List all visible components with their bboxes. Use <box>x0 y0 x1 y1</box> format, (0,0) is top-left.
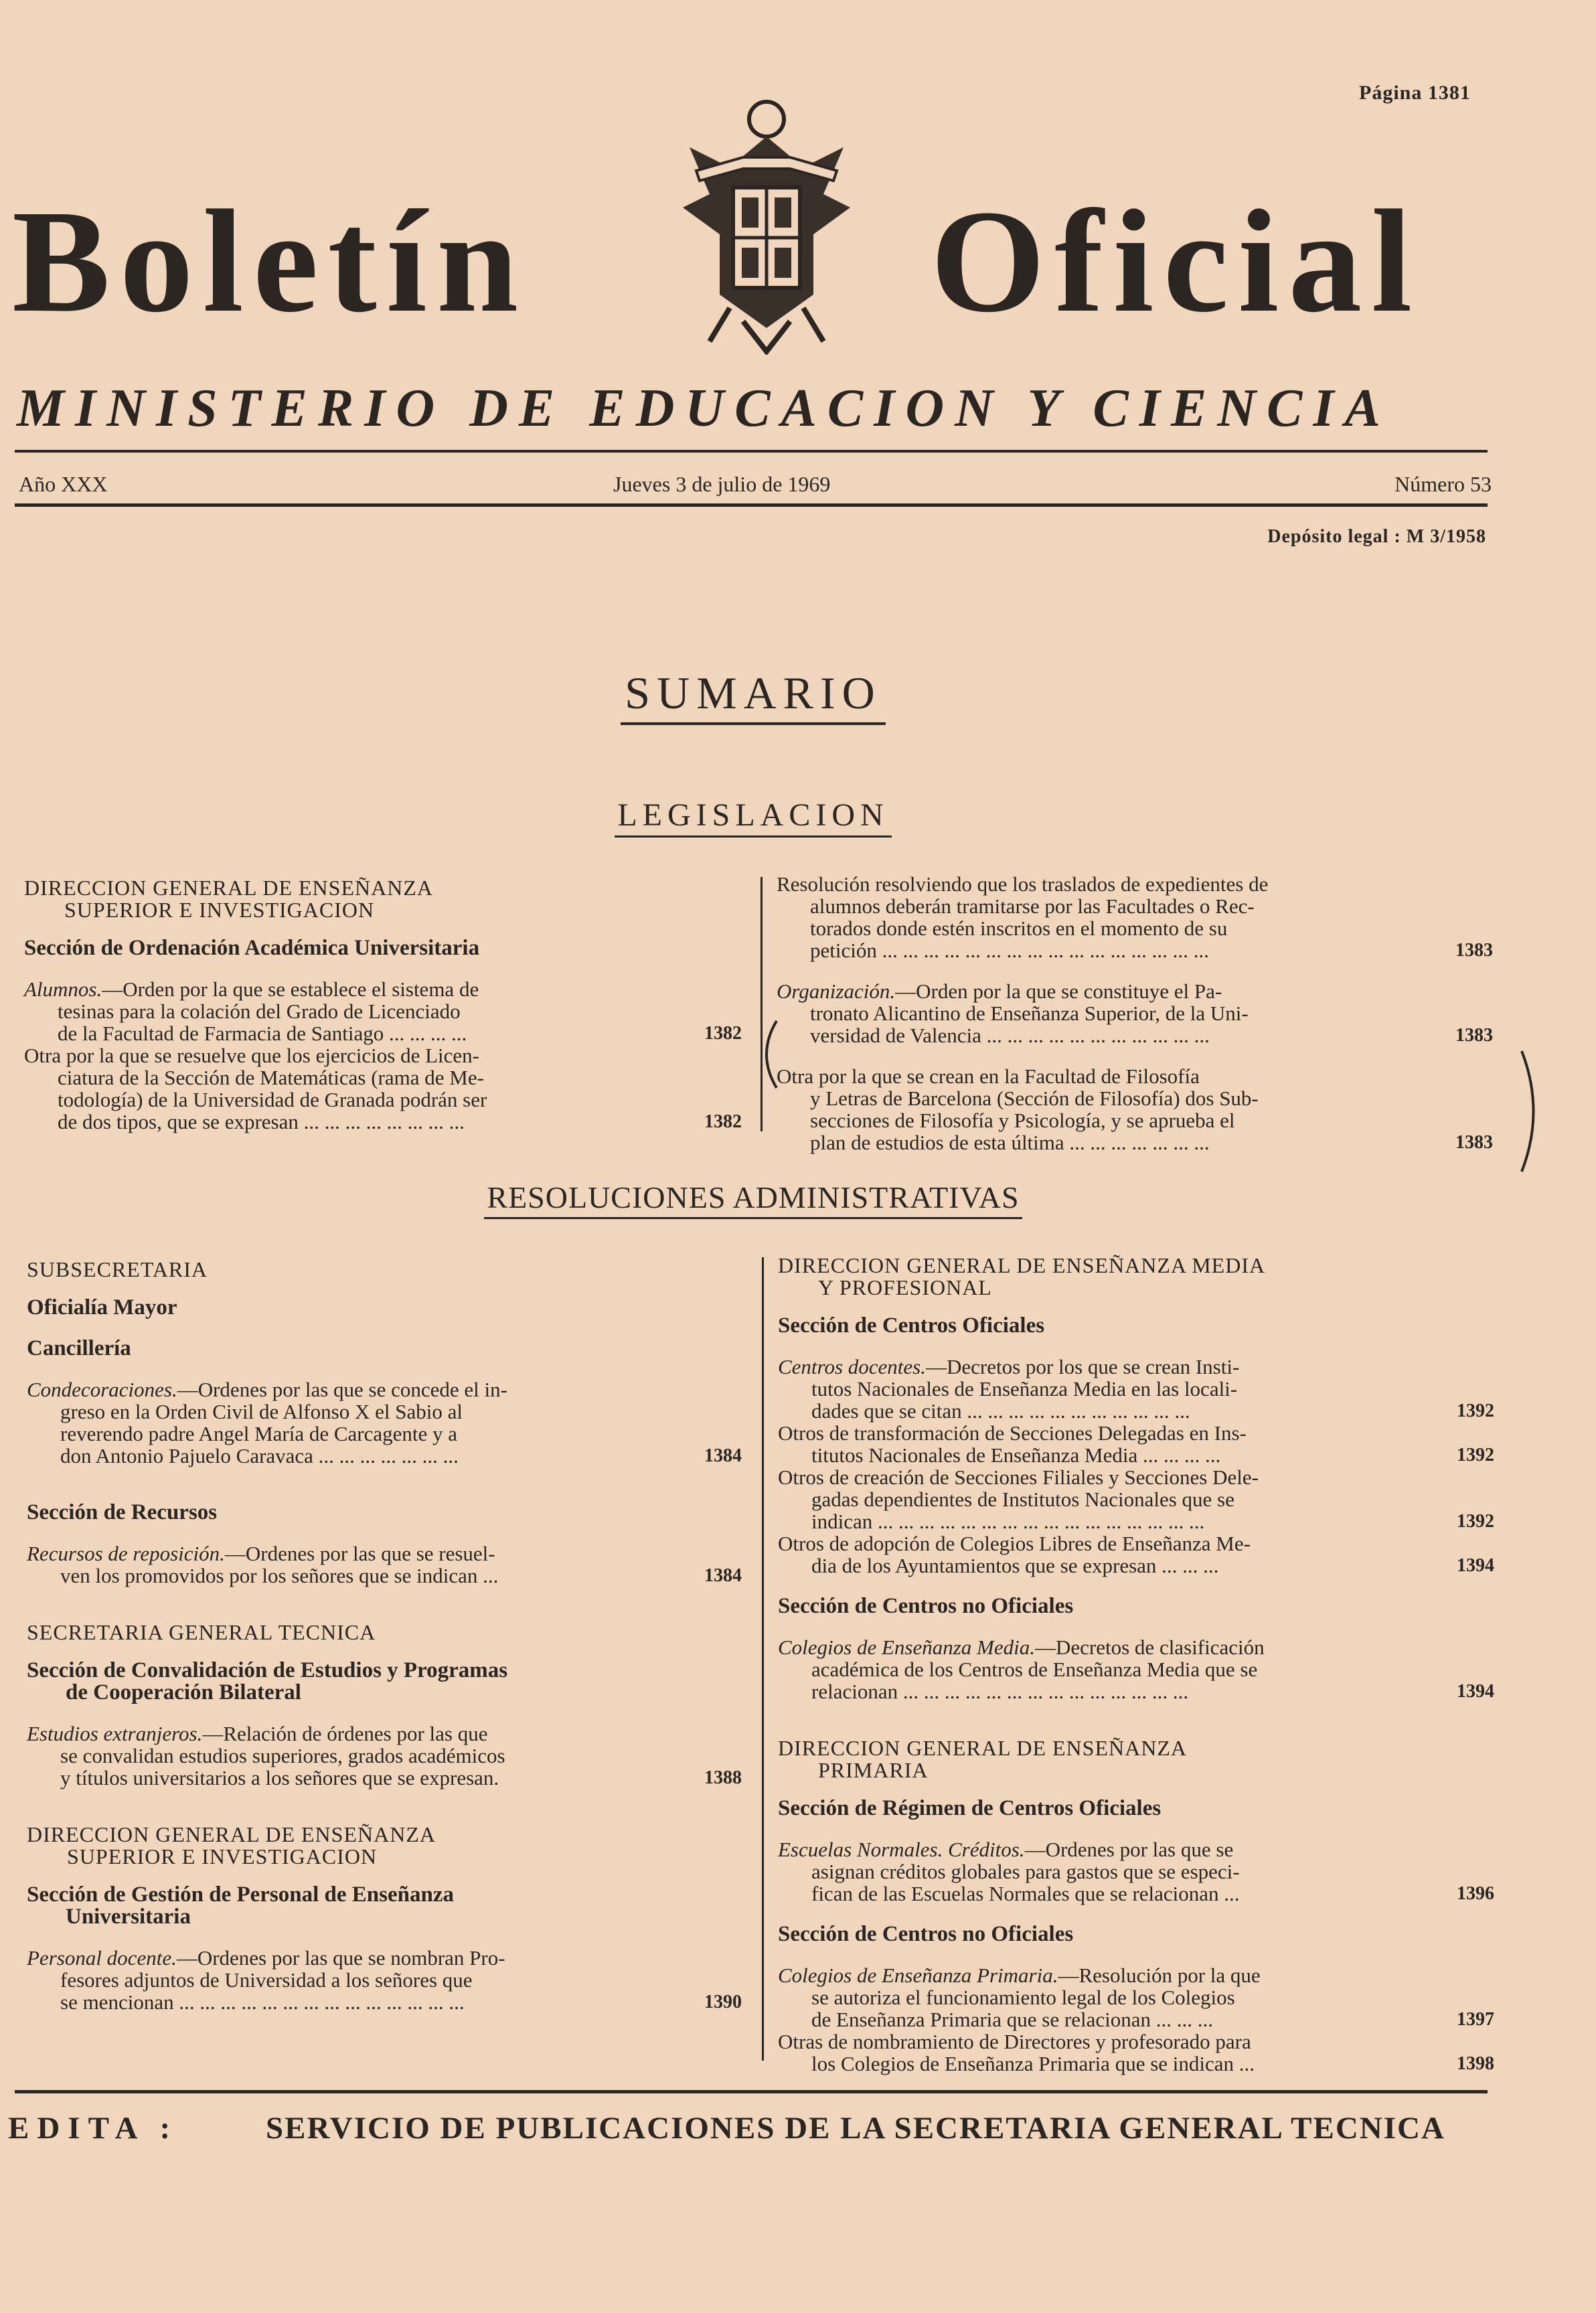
summary-entry: Escuelas Normales. Créditos.—Ordenes por las que se asignan créditos globales para gastos que se especi- fican de las Escuelas Normales que se relacionan ... 1396 <box>778 1838 1494 1905</box>
title-word-oficial: Oficial <box>931 179 1422 343</box>
summary-entry: Otros de adopción de Colegios Libres de Enseñanza Me- dia de los Ayuntamientos que se expresan ... ... ... 1394 <box>778 1532 1494 1577</box>
section-heading: Sección de Gestión de Personal de Enseñanza Universitaria <box>27 1883 455 1929</box>
entry-page-number: 1383 <box>1455 940 1493 961</box>
issue-number: Número 53 <box>1394 472 1492 496</box>
section-heading: Cancillería <box>27 1336 131 1360</box>
coat-of-arms-emblem <box>669 94 864 355</box>
sumario-heading: SUMARIO <box>0 667 1506 720</box>
resoluciones-left-column <box>27 1259 742 2013</box>
summary-entry: Personal docente.—Ordenes por las que se nombran Pro- fesores adjuntos de Universidad a los señores que se mencionan ... ... ... ... ... ... ... ... ... ... ... ... ... ... 1390 <box>27 1946 742 2014</box>
footer-rule <box>15 2090 1488 2093</box>
section-heading: Oficialía Mayor <box>27 1295 177 1320</box>
summary-entry: Estudios extranjeros.—Relación de órdenes por las que se convalidan estudios superiores, grados académicos y títulos universitarios a los señores que se expresan. 1388 <box>27 1722 742 1789</box>
direction-heading: SECRETARIA GENERAL TECNICA <box>27 1620 376 1644</box>
entry-page-number: 1382 <box>704 1111 742 1132</box>
summary-entry: Centros docentes.—Decretos por los que se crean Insti- tutos Nacionales de Enseñanza Media en las locali- dades que se citan ... ... ... ... ... ... ... ... ... ... ... 1392 <box>778 1355 1494 1423</box>
entry-page-number: 1397 <box>1457 2009 1494 2030</box>
entry-page-number: 1394 <box>1457 1555 1494 1576</box>
legislacion-right-column <box>777 873 1493 1153</box>
entry-page-number: 1388 <box>704 1767 742 1788</box>
summary-entry: Alumnos.—Orden por la que se establece el sistema de tesinas para la colación del Grado de Licenciado de la Facultad de Farmacia de Santiago ... ... ... ... 1382 <box>24 977 742 1045</box>
legal-deposit: Depósito legal : M 3/1958 <box>1267 526 1486 547</box>
section-heading: Sección de Convalidación de Estudios y Programas de Cooperación Bilateral <box>27 1658 508 1704</box>
summary-entry: Colegios de Enseñanza Media.—Decretos de clasificación académica de los Centros de Enseñanza Media que se relacionan ... ... ... ... ... ... ... ... ... ... ... ... ... ... 1394 <box>778 1636 1494 1703</box>
summary-entry: Otra por la que se resuelve que los ejercicios de Licen- ciatura de la Sección de Matemáticas (rama de Me- todología) de la Universidad de Granada podrán ser de dos tipos, que se expresan ... ... ... ... ... ... ... ... 1382 <box>24 1044 742 1133</box>
summary-entry: Recursos de reposición.—Ordenes por las que se resuel- ven los promovidos por los señores que se indican ... 1384 <box>27 1542 742 1587</box>
handwritten-bracket-mark <box>1518 1048 1545 1175</box>
handwritten-bracket-mark <box>753 1018 780 1091</box>
issue-date: Jueves 3 de julio de 1969 <box>613 472 831 496</box>
section-heading: Sección de Centros no Oficiales <box>778 1922 1074 1946</box>
summary-entry: Otros de transformación de Secciones Delegadas en Ins- titutos Nacionales de Enseñanza Media ... ... ... ... 1392 <box>778 1421 1494 1467</box>
entry-page-number: 1384 <box>704 1565 742 1586</box>
entry-page-number: 1384 <box>704 1445 742 1466</box>
page-number: Página 1381 <box>1359 82 1471 104</box>
direction-heading: DIRECCION GENERAL DE ENSEÑANZA PRIMARIA <box>778 1736 1187 1782</box>
column-divider-legislacion <box>761 877 763 1131</box>
entry-page-number: 1390 <box>704 1992 742 2012</box>
masthead-rule-top <box>15 450 1488 453</box>
summary-entry: Resolución resolviendo que los traslados de expedientes de alumnos deberán tramitarse por las Facultades o Rec- torados donde estén inscritos en el momento de su petición ... ... ... ... ... ... ... ... ... ... ... ... ... ... ... ... 1383 <box>777 872 1493 962</box>
entry-page-number: 1392 <box>1457 1511 1494 1532</box>
section-heading: Sección de Ordenación Académica Universitaria <box>24 936 480 960</box>
resoluciones-heading: RESOLUCIONES ADMINISTRATIVAS <box>0 1180 1506 1215</box>
masthead-rule-bottom <box>15 503 1488 507</box>
entry-page-number: 1392 <box>1457 1401 1494 1421</box>
entry-page-number: 1383 <box>1455 1025 1493 1046</box>
section-heading: Sección de Centros Oficiales <box>778 1313 1045 1338</box>
summary-entry: Colegios de Enseñanza Primaria.—Resolución por la que se autoriza el funcionamiento legal de los Colegios de Enseñanza Primaria que se relacionan ... ... ... 1397 <box>778 1964 1494 2031</box>
direction-heading: DIRECCION GENERAL DE ENSEÑANZA SUPERIOR E INVESTIGACION <box>27 1822 436 1868</box>
summary-entry: Otras de nombramiento de Directores y profesorado para los Colegios de Enseñanza Primaria que se indican ... 1398 <box>778 2030 1494 2075</box>
summary-entry: Otros de creación de Secciones Filiales y Secciones Dele- gadas dependientes de Institutos Nacionales que se indican ... ... ... ... ... ... ... ... ... ... ... ... ... ... ... ... 1392 <box>778 1465 1494 1533</box>
entry-page-number: 1392 <box>1457 1445 1494 1465</box>
year-label: Año XXX <box>19 472 108 496</box>
legislacion-heading: LEGISLACION <box>0 797 1506 833</box>
section-heading: Sección de Centros no Oficiales <box>778 1594 1074 1618</box>
entry-page-number: 1398 <box>1457 2053 1494 2074</box>
column-divider-resoluciones <box>762 1257 764 2061</box>
resoluciones-right-column <box>778 1255 1494 2075</box>
direction-heading: DIRECCION GENERAL DE ENSEÑANZA SUPERIOR E INVESTIGACION <box>24 876 433 922</box>
edita-label: EDITA : <box>8 2111 179 2146</box>
title-word-boletin: Boletín <box>12 179 528 343</box>
publisher-name: SERVICIO DE PUBLICACIONES DE LA SECRETARIA GENERAL TECNICA <box>266 2111 1445 2146</box>
summary-entry: Otra por la que se crean en la Facultad de Filosofía y Letras de Barcelona (Sección de Filosofía) dos Sub- secciones de Filosofía y Psicología, y se aprueba el plan de estudios de esta última ... ... ... ... ... ... ... 1383 <box>777 1064 1493 1154</box>
direction-heading: DIRECCION GENERAL DE ENSEÑANZA MEDIA Y PROFESIONAL <box>778 1253 1266 1299</box>
legislacion-left-column <box>24 877 742 1133</box>
entry-page-number: 1382 <box>704 1023 742 1044</box>
entry-page-number: 1383 <box>1455 1132 1493 1153</box>
summary-entry: Condecoraciones.—Ordenes por las que se concede el in- greso en la Orden Civil de Alfonso X el Sabio al reverendo padre Angel María de Carcagente y a don Antonio Pajuelo Caravaca ... ... ... ... ... ... ... 1384 <box>27 1378 742 1467</box>
section-heading: Sección de Régimen de Centros Oficiales <box>778 1796 1162 1820</box>
section-heading: Sección de Recursos <box>27 1500 218 1524</box>
entry-page-number: 1396 <box>1457 1883 1494 1904</box>
ministry-name: MINISTERIO DE EDUCACION Y CIENCIA <box>17 379 1391 438</box>
entry-page-number: 1394 <box>1457 1681 1494 1702</box>
summary-entry: Organización.—Orden por la que se constituye el Pa- tronato Alicantino de Enseñanza Superior, de la Uni- versidad de Valencia ... ... ... ... ... ... ... ... ... ... ... 1383 <box>777 979 1493 1047</box>
subsecretaria-heading: SUBSECRETARIA <box>27 1257 208 1281</box>
